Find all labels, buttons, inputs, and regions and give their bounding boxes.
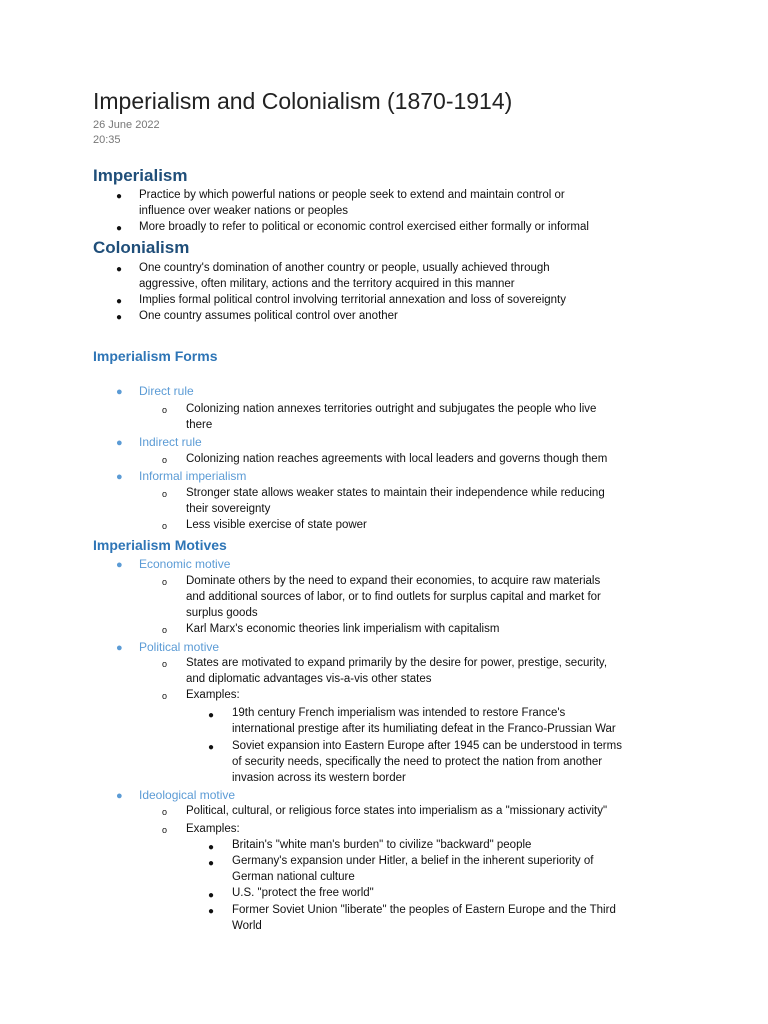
list-item: invasion across its western border — [232, 772, 406, 784]
list-item: German national culture — [232, 871, 355, 883]
list-item: there — [186, 419, 213, 431]
list-item: their sovereignty — [186, 503, 271, 515]
bullet: o — [162, 489, 168, 499]
list-item: Stronger state allows weaker states to maintain their independence while reducing — [186, 487, 605, 499]
subheading-economic-motive: Economic motive — [139, 557, 231, 571]
list-item: Soviet expansion into Eastern Europe after 1945 can be understood in terms — [232, 740, 622, 752]
list-item: Implies formal political control involving territorial annexation and loss of sovereignty — [139, 294, 566, 306]
bullet: ● — [208, 906, 215, 917]
bullet: ● — [116, 790, 123, 802]
list-item: and diplomatic advantages vis-a-vis other states — [186, 673, 432, 685]
list-item: More broadly to refer to political or economic control exercised either formally or informal — [139, 221, 589, 233]
list-item: Germany's expansion under Hitler, a belief in the inherent superiority of — [232, 855, 594, 867]
list-item: of security needs, specifically the need to protect the nation from another — [232, 756, 603, 768]
bullet: o — [162, 625, 168, 635]
bullet: ● — [208, 890, 215, 901]
list-item: international prestige after its humiliating defeat in the Franco-Prussian War — [232, 723, 616, 735]
list-item: One country assumes political control over another — [139, 310, 398, 322]
heading-imperialism-motives: Imperialism Motives — [93, 537, 227, 553]
heading-imperialism-forms: Imperialism Forms — [93, 348, 218, 364]
subheading-informal-imperialism: Informal imperialism — [139, 469, 247, 483]
list-item: Examples: — [186, 689, 240, 701]
bullet: ● — [116, 437, 123, 449]
list-item: States are motivated to expand primarily by the desire for power, prestige, security, — [186, 657, 608, 669]
bullet: o — [162, 577, 168, 587]
bullet: o — [162, 659, 168, 669]
list-item: influence over weaker nations or peoples — [139, 205, 349, 217]
page-date: 26 June 2022 — [93, 119, 160, 131]
bullet: o — [162, 691, 168, 701]
page-time: 20:35 — [93, 134, 121, 146]
bullet: o — [162, 521, 168, 531]
list-item: surplus goods — [186, 607, 258, 619]
heading-imperialism: Imperialism — [93, 166, 188, 185]
list-item: Colonizing nation reaches agreements with local leaders and governs though them — [186, 453, 608, 465]
bullet: ● — [116, 296, 123, 307]
bullet: ● — [208, 742, 215, 753]
bullet: ● — [116, 223, 123, 234]
list-item: Examples: — [186, 823, 240, 835]
list-item: Dominate others by the need to expand their economies, to acquire raw materials — [186, 575, 601, 587]
bullet: o — [162, 807, 168, 817]
bullet: ● — [116, 191, 123, 202]
bullet: ● — [208, 842, 215, 853]
subheading-direct-rule: Direct rule — [139, 384, 194, 398]
bullet: ● — [116, 559, 123, 571]
bullet: ● — [116, 312, 123, 323]
list-item: Karl Marx's economic theories link imperialism with capitalism — [186, 623, 500, 635]
list-item: Britain's "white man's burden" to civilize "backward" people — [232, 839, 532, 851]
list-item: Former Soviet Union "liberate" the peoples of Eastern Europe and the Third — [232, 904, 616, 916]
list-item: Colonizing nation annexes territories outright and subjugates the people who live — [186, 403, 597, 415]
list-item: and additional sources of labor, or to find outlets for surplus capital and market for — [186, 591, 601, 603]
list-item: aggressive, often military, actions and the territory acquired in this manner — [139, 278, 515, 290]
bullet: ● — [116, 386, 123, 398]
bullet: ● — [208, 858, 215, 869]
subheading-political-motive: Political motive — [139, 640, 220, 654]
bullet: o — [162, 405, 168, 415]
subheading-ideological-motive: Ideological motive — [139, 788, 236, 802]
heading-colonialism: Colonialism — [93, 238, 190, 257]
list-item: One country's domination of another country or people, usually achieved through — [139, 262, 550, 274]
bullet: ● — [116, 471, 123, 483]
bullet: ● — [116, 642, 123, 654]
subheading-indirect-rule: Indirect rule — [139, 435, 202, 449]
bullet: ● — [208, 710, 215, 721]
list-item: World — [232, 920, 262, 932]
page-title: Imperialism and Colonialism (1870-1914) — [93, 88, 513, 114]
list-item: Less visible exercise of state power — [186, 519, 367, 531]
bullet: ● — [116, 264, 123, 275]
list-item: Political, cultural, or religious force states into imperialism as a "missionary activity" — [186, 805, 608, 817]
bullet: o — [162, 825, 168, 835]
list-item: U.S. "protect the free world" — [232, 887, 374, 899]
bullet: o — [162, 455, 168, 465]
list-item: 19th century French imperialism was intended to restore France's — [232, 707, 566, 719]
list-item: Practice by which powerful nations or people seek to extend and maintain control or — [139, 189, 565, 201]
